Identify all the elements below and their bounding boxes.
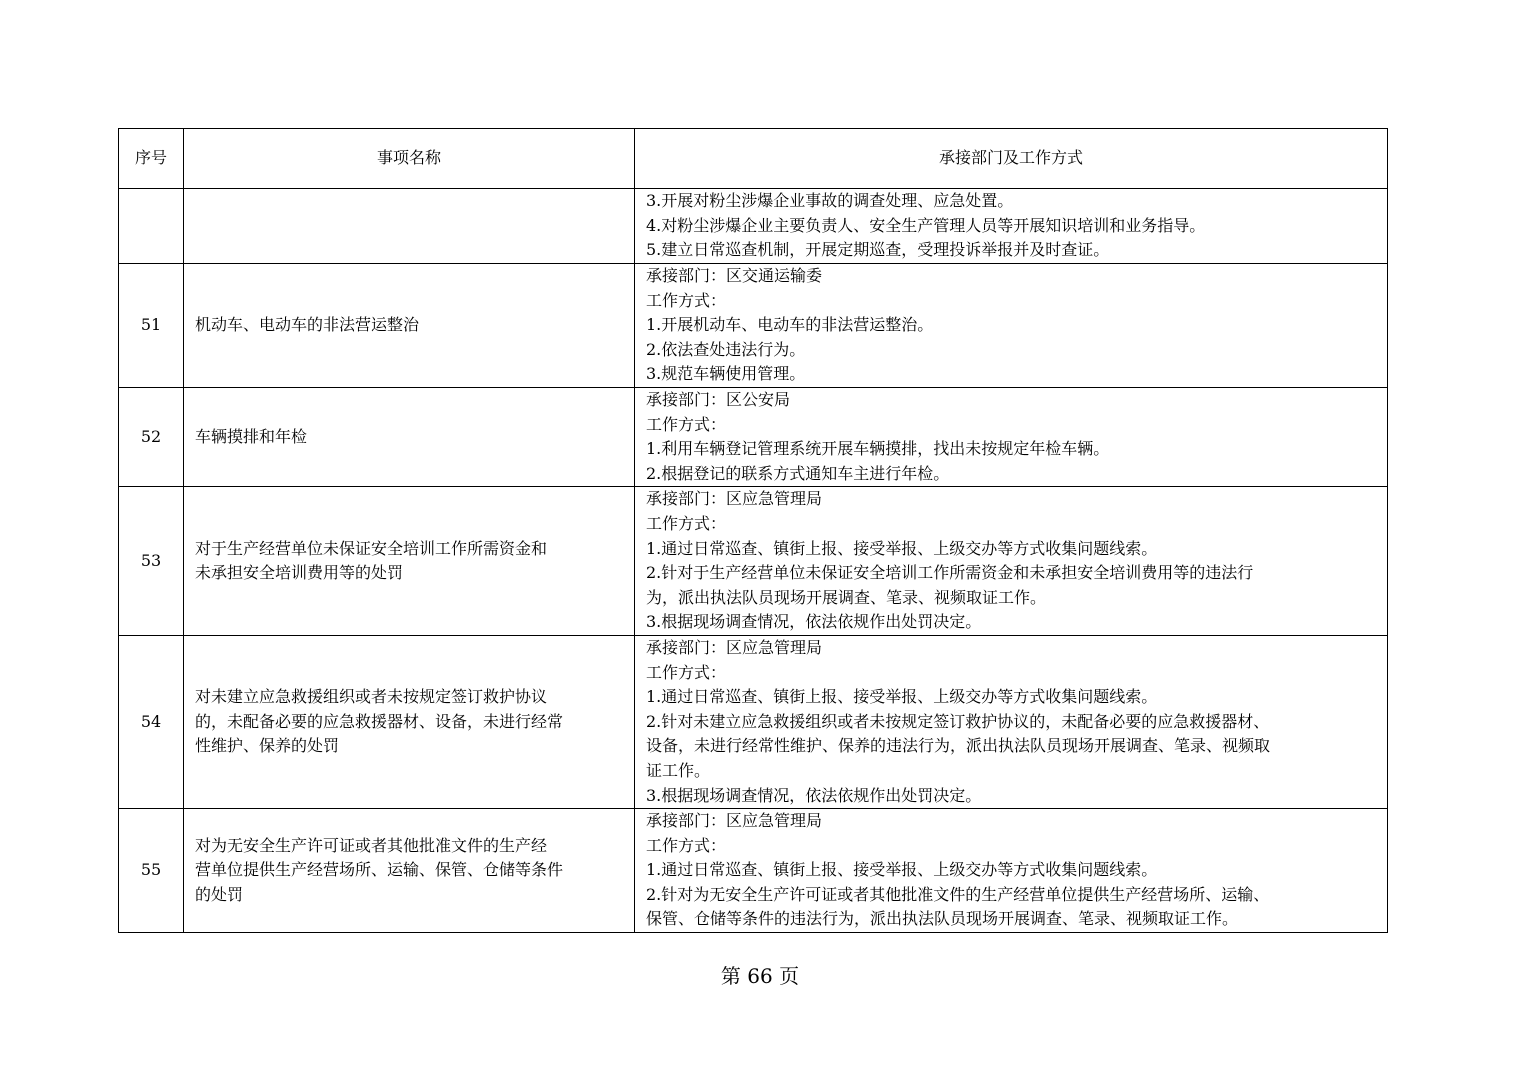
- dept-method-line: 5.建立日常巡查机制，开展定期巡查，受理投诉举报并及时查证。: [646, 240, 1110, 260]
- dept-method-line: 工作方式：: [646, 414, 727, 434]
- dept-method-line: 工作方式：: [646, 662, 727, 682]
- dept-method-line: 证工作。: [646, 760, 711, 780]
- dept-method-line: 工作方式：: [646, 290, 727, 310]
- dept-method-line: 1.通过日常巡查、镇街上报、接受举报、上级交办等方式收集问题线索。: [646, 687, 1158, 707]
- row-number: 54: [119, 635, 184, 808]
- dept-method: [635, 388, 1388, 487]
- table-row: [119, 809, 1388, 933]
- item-name-line: 营单位提供生产经营场所、运输、保管、仓储等条件: [195, 860, 564, 880]
- dept-method-line: 为，派出执法队员现场开展调查、笔录、视频取证工作。: [646, 587, 1047, 607]
- row-number: 51: [119, 264, 184, 388]
- item-name: [184, 635, 635, 808]
- dept-method-line: 承接部门：区公安局: [646, 390, 791, 409]
- dept-method-line: 1.通过日常巡查、镇街上报、接受举报、上级交办等方式收集问题线索。: [646, 860, 1158, 880]
- dept-method-line: 工作方式：: [646, 513, 727, 533]
- dept-method-line: 承接部门：区应急管理局: [646, 637, 823, 657]
- row-number: 52: [119, 388, 184, 487]
- table-body: [119, 189, 1388, 933]
- page-number: 第 66 页: [720, 964, 800, 988]
- item-name-line: 对未建立应急救援组织或者未按规定签订救护协议: [195, 687, 548, 707]
- item-name: [184, 264, 635, 388]
- dept-method-line: 3.根据现场调查情况，依法依规作出处罚决定。: [646, 612, 982, 632]
- dept-method-line: 2.针对未建立应急救援组织或者未按规定签订救护协议的，未配备必要的应急救援器材、: [646, 711, 1270, 731]
- dept-method-line: 2.针对为无安全生产许可证或者其他批准文件的生产经营单位提供生产经营场所、运输、: [646, 884, 1270, 904]
- dept-method: [635, 264, 1388, 388]
- dept-method: [635, 189, 1388, 264]
- item-name-line: 对为无安全生产许可证或者其他批准文件的生产经: [195, 835, 548, 855]
- item-name-line: 对于生产经营单位未保证安全培训工作所需资金和: [195, 538, 548, 558]
- item-name: [184, 388, 635, 487]
- dept-method: [635, 809, 1388, 933]
- table-row: [119, 487, 1388, 636]
- dept-method-line: 1.利用车辆登记管理系统开展车辆摸排，找出未按规定年检车辆。: [646, 439, 1110, 459]
- dept-method-line: 2.根据登记的联系方式通知车主进行年检。: [646, 463, 950, 483]
- dept-method: [635, 487, 1388, 636]
- item-name-line: 机动车、电动车的非法营运整治: [195, 315, 420, 335]
- table-header-row: [119, 129, 1388, 189]
- row-number: 53: [119, 487, 184, 636]
- dept-method-line: 2.针对于生产经营单位未保证安全培训工作所需资金和未承担安全培训费用等的违法行: [646, 563, 1254, 583]
- dept-method-line: 保管、仓储等条件的违法行为，派出执法队员现场开展调查、笔录、视频取证工作。: [646, 909, 1239, 929]
- table-row: [119, 388, 1388, 487]
- header-dept-method: 承接部门及工作方式: [635, 129, 1388, 189]
- dept-method: [635, 635, 1388, 808]
- item-name-line: 的处罚: [195, 884, 244, 904]
- item-name: [184, 189, 635, 264]
- item-name-line: 车辆摸排和年检: [195, 426, 308, 446]
- row-number: 55: [119, 809, 184, 933]
- dept-method-line: 承接部门：区应急管理局: [646, 811, 823, 831]
- dept-method-line: 承接部门：区交通运输委: [646, 266, 823, 286]
- item-name: [184, 809, 635, 933]
- item-name-line: 未承担安全培训费用等的处罚: [195, 563, 404, 583]
- dept-method-line: 1.通过日常巡查、镇街上报、接受举报、上级交办等方式收集问题线索。: [646, 538, 1158, 558]
- table-row: [119, 635, 1388, 808]
- item-name: [184, 487, 635, 636]
- header-seq: 序号: [119, 129, 184, 189]
- table-row: [119, 189, 1388, 264]
- dept-method-line: 设备，未进行经常性维护、保养的违法行为，派出执法队员现场开展调查、笔录、视频取: [646, 736, 1271, 756]
- dept-method-line: 3.规范车辆使用管理。: [646, 364, 806, 384]
- matters-table: [118, 128, 1388, 933]
- dept-method-line: 3.开展对粉尘涉爆企业事故的调查处理、应急处置。: [646, 191, 1014, 211]
- header-item-name: 事项名称: [184, 129, 635, 189]
- dept-method-line: 1.开展机动车、电动车的非法营运整治。: [646, 315, 934, 335]
- item-name-line: 性维护、保养的处罚: [195, 736, 340, 756]
- row-number: [119, 189, 184, 264]
- item-name-line: 的，未配备必要的应急救援器材、设备，未进行经常: [195, 711, 564, 731]
- dept-method-line: 工作方式：: [646, 835, 727, 855]
- dept-method-line: 承接部门：区应急管理局: [646, 489, 823, 509]
- dept-method-line: 3.根据现场调查情况，依法依规作出处罚决定。: [646, 785, 982, 805]
- table-row: [119, 264, 1388, 388]
- dept-method-line: 2.依法查处违法行为。: [646, 339, 806, 359]
- dept-method-line: 4.对粉尘涉爆企业主要负责人、安全生产管理人员等开展知识培训和业务指导。: [646, 215, 1206, 235]
